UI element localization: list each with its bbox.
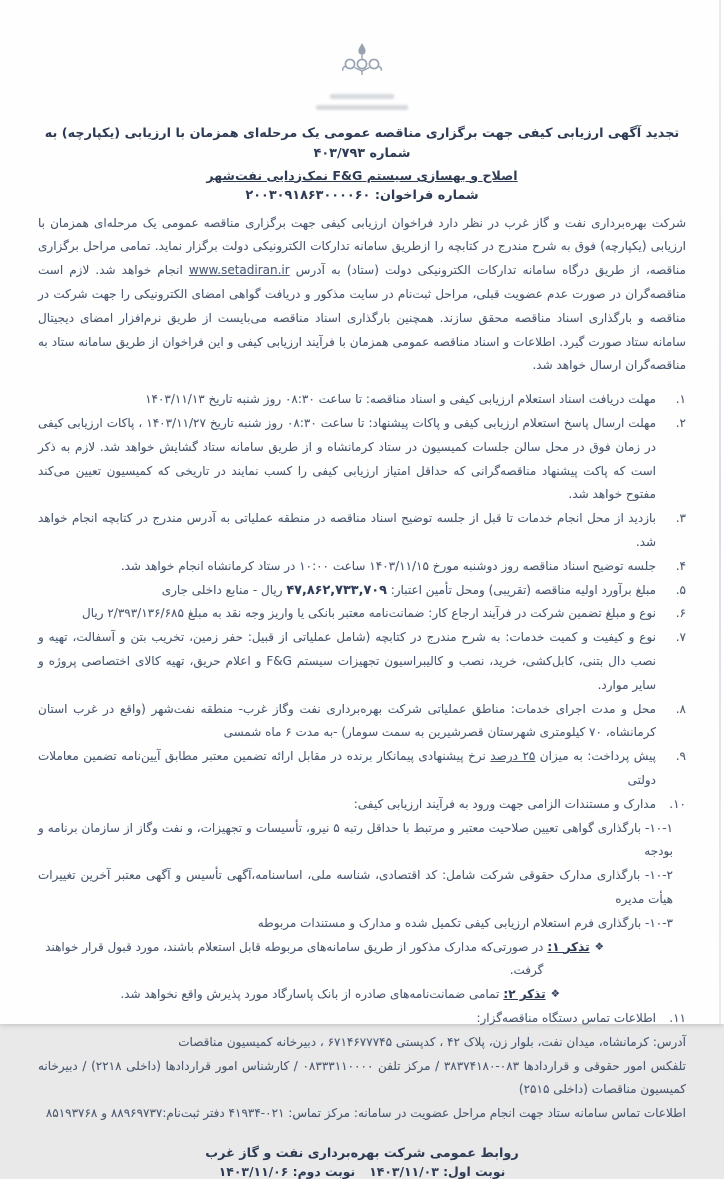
note-label: تذکر ۲: — [503, 987, 546, 1002]
list-item — [38, 698, 686, 746]
item-text: نوع و مبلغ تضمین شرکت در فرآیند ارجاع کار: ضمانت‌نامه معتبر بانکی یا واریز وجه نقد به مبلغ ۲/۳۹۳/۱۳۶/۶۸۵ ریال — [82, 606, 656, 621]
item-text — [38, 745, 656, 793]
prepayment-suffix: نرخ پیشنهادی پیمانکار برنده در مقابل ارائه تضمین معتبر مطابق آیین‌نامه تضمین معاملات دولتی — [38, 749, 656, 787]
item-number: ۱۱. — [669, 1010, 686, 1025]
intro-text-before-link: شرکت بهره‌برداری نفت و گاز غرب در نظر دارد فراخوان ارزیابی کیفی جهت برگزاری مناقصه عمومی یک مرحله‌ای همزمان با ارزیابی (یکپارچه) فوق به شرح مندرج در کتابچه را ازطریق سامانه تدارکات الکترونیکی دولت برگزار نماید. تمامی مراحل برگزاری مناقصه، از طریق درگاه سامانه تدارکات الکترونیکی دولت (ستاد) به آدرس — [38, 215, 686, 278]
footer-signature: روابط عمومی شرکت بهره‌برداری نفت و گاز غرب — [205, 1145, 519, 1161]
sub-item: ۱۰-۲- بارگذاری مدارک حقوقی شرکت شامل: کد اقتصادی، شناسه ملی، اساسنامه،آگهی تأسیس و آگهی معتبر آخرین تغییرات هیأت مدیره — [38, 868, 673, 906]
call-number-label: شماره فراخوان: — [374, 187, 479, 203]
item-number: ۱. — [675, 392, 686, 407]
list-item — [38, 602, 686, 626]
contact-telefax: تلفکس امور حقوقی و قراردادها ۰۸۳-۳۸۳۷۴۱۸۰ / مرکز تلفن ۰۸۳۳۳۱۱۰۰۰۰ / کارشناس امور قراردادها (داخلی ۲۲۱۸) / دبیرخانه کمیسیون مناقصات (داخلی ۲۵۱۵) — [38, 1058, 686, 1097]
item-text: بازدید از محل انجام خدمات تا قبل از جلسه توضیح اسناد مناقصه در منطقه عملیاتی به آدرس مندرج در کتابچه انجام خواهد شد. — [38, 511, 656, 550]
clover-bullet-icon: ❖ — [594, 940, 604, 953]
intro-paragraph — [38, 212, 686, 379]
item-number: ۱۰. — [669, 796, 686, 811]
item-text — [38, 579, 656, 603]
faded-caption-smudge — [316, 105, 408, 110]
item-text: مهلت ارسال پاسخ استعلام ارزیابی کیفی و پاکات پیشنهاد: تا ساعت ۰۸:۳۰ روز شنبه تاریخ ۱۴۰۳/۱۱/۲۷ ، پاکات ارزیابی کیفی در زمان فوق در محل سالن جلسات کمیسیون در ستاد کرمانشاه و از طریق سامانه ستاد گشایش خواهد شد. لازم به ذکر است که پاکت پیشنهاد مناقصه‌گرانی که حداقل امتیاز ارزیابی کیفی را کسب نمایند در تاریخی که کمیسیون تعیین می‌کند مفتوح خواهد شد. — [38, 416, 656, 502]
nioc-oil-derrick-logo-icon — [339, 75, 385, 94]
sub-item: ۱۰-۳- بارگذاری فرم استعلام ارزیابی کیفی تکمیل شده و مدارک و مستندات مربوطه — [257, 915, 673, 930]
item-number: ۸. — [675, 701, 686, 716]
list-item — [38, 388, 686, 412]
intro-text-after-link: انجام خواهد شد. لازم است مناقصه‌گران در صورت عدم عضویت قبلی، مراحل ثبت‌نام در سایت مذکور و دریافت گواهی امضای الکترونیکی را جهت شرکت در مناقصه و بارگذاری اسناد مناقصه محقق سازند. همچنین بارگذاری اسناد مناقصه می‌بایست از طریق نرم‌افزار امضای دیجیتال سامانه ستاد صورت گیرد. اطلاعات و اسناد مناقصه عمومی همزمان با فرآیند ارزیابی کیفی و این فراخوان از طریق سامانه ستاد به مناقصه‌گران ارسال خواهد شد. — [38, 263, 686, 373]
budget-amount: ۴۷,۸۶۲,۷۳۳,۷۰۹ — [286, 582, 387, 598]
prepayment-label: پیش پرداخت: به میزان — [535, 749, 656, 764]
item-number: ۷. — [675, 630, 686, 645]
list-item — [38, 412, 686, 507]
item-number: ۵. — [675, 582, 686, 597]
note-item — [38, 936, 686, 984]
clover-bullet-icon: ❖ — [550, 988, 560, 1001]
tender-terms-list — [38, 388, 686, 1126]
item-text: اطلاعات تماس دستگاه مناقصه‌گزار: — [476, 1010, 656, 1025]
setadiran-url-link[interactable]: www.setadiran.ir — [188, 263, 290, 278]
list-item — [38, 793, 686, 817]
contact-address: آدرس: کرمانشاه، میدان نفت، بلوار زن، پلاک ۴۲ ، کدپستی ۶۷۱۴۶۷۷۷۴۵ ، دبیرخانه کمیسیون مناقصات — [178, 1034, 686, 1049]
note-text: در صورتی‌که مدارک مذکور از طریق سامانه‌های مربوطه قابل استعلام باشند، مورد قبول قرار خواهند گرفت. — [45, 939, 544, 978]
list-item-budget — [38, 579, 686, 603]
item-text: مدارک و مستندات الزامی جهت ورود به فرآیند ارزیابی کیفی: — [353, 796, 656, 811]
second-run-date: نوبت دوم: ۱۴۰۳/۱۱/۰۶ — [218, 1163, 356, 1179]
first-run-date: نوبت اول: ۱۴۰۳/۱۱/۰۳ — [369, 1163, 506, 1179]
call-number-line — [38, 188, 686, 203]
faded-caption-smudge — [330, 94, 394, 99]
list-item — [38, 626, 686, 697]
list-item — [38, 555, 686, 579]
item-number: ۹. — [675, 749, 686, 764]
item-number: ۲. — [675, 416, 686, 431]
item-text: نوع و کیفیت و کمیت خدمات: به شرح مندرج در کتابچه (شامل عملیاتی از قبیل: حفر زمین، تخریب بتن و آسفالت، تهیه و نصب دال بتنی، کابل‌کشی، خرید، نصب و کالیبراسیون تجهیزات سیستم F&G و اعلام حریق، تهیه کالای اختصاصی پروژه و سایر موارد. — [38, 630, 656, 692]
item-text: مهلت دریافت اسناد استعلام ارزیابی کیفی و اسناد مناقصه: تا ساعت ۰۸:۳۰ روز شنبه تاریخ ۱۴۰۳/۱۱/۱۳ — [145, 392, 656, 407]
call-number-value: ۲۰۰۳۰۹۱۸۶۳۰۰۰۰۶۰ — [245, 187, 371, 203]
item-text: جلسه توضیح اسناد مناقصه روز دوشنبه مورخ ۱۴۰۳/۱۱/۱۵ ساعت ۱۰:۰۰ در ستاد کرمانشاه انجام خواهد شد. — [120, 558, 656, 573]
list-item-prepayment — [38, 745, 686, 793]
prepayment-percent: ۲۵ درصد — [490, 749, 536, 764]
scan-artifact-line — [719, 0, 721, 1024]
note-text: تمامی ضمانت‌نامه‌های صادره از بانک پاسارگاد مورد پذیرش واقع نخواهد شد. — [120, 987, 500, 1002]
list-item — [38, 1007, 686, 1031]
item-number: ۶. — [675, 606, 686, 621]
sub-item: ۱۰-۱- بارگذاری گواهی تعیین صلاحیت معتبر و مرتبط با حداقل رتبه ۵ نیرو، تأسیسات و تجهیزات، و نفت وگاز از سازمان برنامه و بودجه — [38, 820, 673, 859]
item-text: محل و مدت اجرای خدمات: مناطق عملیاتی شرکت بهره‌برداری نفت وگاز غرب- منطقه نفت‌شهر (واقع در غرب استان کرمانشاه، ۷۰ کیلومتری شهرستان قصرشیرین به سمت سومار) -به مدت ۶ ماه شمسی — [38, 701, 656, 740]
item-number: ۴. — [675, 558, 686, 573]
budget-label: مبلغ برآورد اولیه مناقصه (تقریبی) ومحل تأمین اعتبار: — [386, 582, 656, 597]
footer-publication-dates — [38, 1164, 686, 1179]
page-title: تجدید آگهی ارزیابی کیفی جهت برگزاری مناقصه عمومی یک مرحله‌ای همزمان با ارزیابی (یکپارچه) به شماره ۴۰۳/۷۹۳ — [44, 126, 680, 161]
note-label: تذکر ۱: — [547, 939, 590, 954]
logo-block — [38, 40, 686, 110]
page-subtitle: اصلاح و بهسازی سیستم F&G نمک‌زدایی نفت‌شهر — [206, 167, 518, 183]
item-number: ۳. — [675, 511, 686, 526]
contact-setad-phones: اطلاعات تماس سامانه ستاد جهت انجام مراحل عضویت در سامانه: مرکز تماس: ۰۲۱-۴۱۹۳۴ دفتر ثبت‌نام:۸۸۹۶۹۷۳۷ و ۸۵۱۹۳۷۶۸ — [45, 1106, 686, 1121]
note-item — [38, 983, 686, 1007]
budget-suffix: ریال - منابع داخلی جاری — [161, 582, 287, 597]
list-item — [38, 507, 686, 555]
